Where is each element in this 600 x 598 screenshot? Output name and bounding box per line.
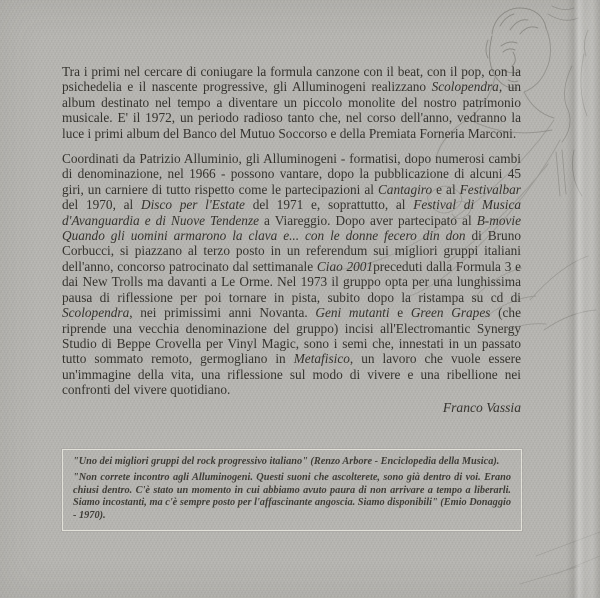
- paragraph-intro: Tra i primi nel cercare di coniugare la formula canzone con il beat, con il pop, con la psichedelia e il nascente progressive, gli Alluminogeni realizzano Scolopendra, un album destinato nel tempo a diventare un piccolo monolite del nostro patrimonio musicale. E' il 1972, un periodo radioso tanto che, nel corso dell'anno, vedranno la luce i primi album del Banco del Mutuo Soccorso e della Premiata Forneria Marconi.: [62, 64, 521, 141]
- sketch-hair: [486, 8, 546, 58]
- sketch-corner-scribbles: [548, 6, 588, 56]
- paragraph-history: Coordinati da Patrizio Alluminio, gli Alluminogeni - formatisi, dopo numerosi cambi di denominazione, nel 1966 - possono vantare, dopo la pubblicazione di alcuni 45 giri, un carniere di tutto rispetto come le partecipazioni al Cantagiro e al Festivalbar del 1970, al Disco per l'Estate del 1971 e, soprattutto, al Festival di Musica d'Avanguardia e di Nuove Tendenze a Viareggio. Dopo aver partecipato al B-movie Quando gli uomini armarono la clava e... con le donne fecero din don di Bruno Corbucci, si piazzano al terzo posto in un referendum sui migliori gruppi italiani dell'anno, concorso patrocinato dal settimanale Ciao 2001preceduti dalla Formula 3 e dai New Trolls ma davanti a Le Orme. Nel 1973 il gruppo opta per una lunghissima pausa di riflessione per poi tornare in pista, subito dopo la ristampa su cd di Scolopendra, nei primissimi anni Novanta. Geni mutanti e Green Grapes (che riprende una vecchia denominazione del gruppo) incisi all'Electromantic Synergy Studio di Beppe Crovella per Vinyl Magic, sono i semi che, innestati in un passato tutto sommato remoto, germogliano in Metafisico, un lavoro che vuole essere un'immagine della vita, una riflessione sul modo di vivere e una ribellione nei confronti del vivere quotidiano.: [62, 151, 522, 398]
- sketch-right-profile: [556, 54, 587, 196]
- author-signature: Franco Vassia: [442, 399, 521, 415]
- quote-renzo-arbore: "Uno dei migliori gruppi del rock progressivo italiano" (Renzo Arbore - Enciclopedia della Musica).: [73, 456, 500, 467]
- quote-box: [62, 449, 522, 531]
- quote-emio-donaggio: "Non correte incontro agli Alluminogeni. Questi suoni che ascolterete, sono già dentro di voi. Erano chiusi dentro. C'è stato un momento in cui abbiamo avuto paura di non arrivare a tempo a liberarli. Siamo incostanti, ma c'è sempre posto per l'affascinante angoscia. Siamo disponibili" (Emio Donaggio - 1970).: [73, 472, 511, 521]
- page-edge-fold-shadow: [566, 0, 600, 598]
- sketch-bottom-diagonals: [520, 532, 600, 584]
- liner-notes-text: [62, 64, 521, 415]
